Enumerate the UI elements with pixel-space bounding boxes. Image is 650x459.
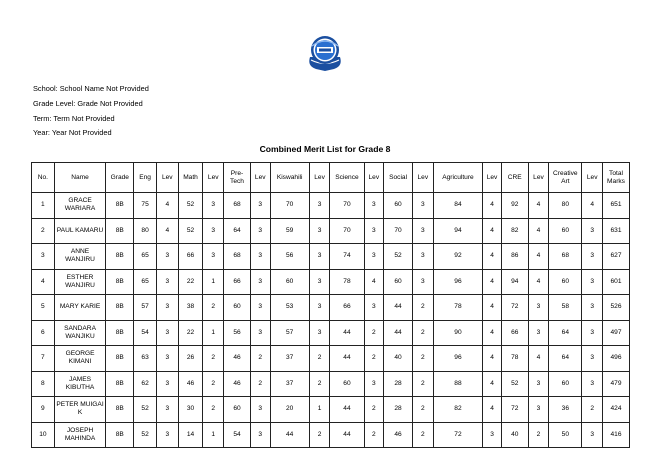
table-row bbox=[32, 422, 630, 448]
table-cell: 4 bbox=[483, 269, 502, 295]
student-name-cell: ESTHER WANJIRU bbox=[54, 269, 106, 295]
table-cell: 14 bbox=[178, 422, 203, 448]
table-cell: 3 bbox=[156, 422, 178, 448]
table-cell: 2 bbox=[582, 397, 603, 423]
table-cell: 66 bbox=[224, 269, 251, 295]
table-cell: 40 bbox=[384, 346, 413, 372]
table-cell: 3 bbox=[250, 269, 270, 295]
table-cell: 2 bbox=[364, 397, 384, 423]
student-name-cell: GRACE WARIARA bbox=[54, 193, 106, 219]
table-cell: 4 bbox=[528, 193, 549, 219]
table-cell: 80 bbox=[134, 218, 157, 244]
column-header: Grade bbox=[106, 163, 134, 193]
table-cell: 3 bbox=[250, 218, 270, 244]
table-cell: 3 bbox=[528, 320, 549, 346]
table-cell: 65 bbox=[134, 269, 157, 295]
term-line: Term: Term Not Provided bbox=[33, 114, 115, 123]
student-name-cell: JOSEPH MAHINDA bbox=[54, 422, 106, 448]
table-cell: 88 bbox=[433, 371, 483, 397]
merit-list-title: Combined Merit List for Grade 8 bbox=[259, 144, 391, 154]
table-cell: 52 bbox=[178, 218, 203, 244]
table-cell: 4 bbox=[156, 193, 178, 219]
column-header: Lev bbox=[483, 163, 502, 193]
table-row bbox=[32, 320, 630, 346]
table-cell: 3 bbox=[582, 422, 603, 448]
table-cell: 56 bbox=[224, 320, 251, 346]
table-cell: 52 bbox=[178, 193, 203, 219]
table-cell: 1 bbox=[32, 193, 55, 219]
table-cell: 90 bbox=[433, 320, 483, 346]
column-header: Total Marks bbox=[603, 163, 630, 193]
table-cell: 22 bbox=[178, 269, 203, 295]
student-name-cell: SANDARA WANJIKU bbox=[54, 320, 106, 346]
table-cell: 65 bbox=[134, 244, 157, 270]
table-cell: 80 bbox=[549, 193, 582, 219]
year-line: Year: Year Not Provided bbox=[33, 128, 112, 137]
table-cell: 3 bbox=[156, 371, 178, 397]
column-header: Agriculture bbox=[433, 163, 483, 193]
table-cell: 40 bbox=[501, 422, 528, 448]
table-cell: 60 bbox=[384, 269, 413, 295]
table-cell: 3 bbox=[364, 244, 384, 270]
table-cell: 60 bbox=[384, 193, 413, 219]
table-cell: 3 bbox=[250, 244, 270, 270]
table-cell: 64 bbox=[224, 218, 251, 244]
table-cell: 70 bbox=[270, 193, 309, 219]
table-cell: 72 bbox=[501, 295, 528, 321]
table-cell: 8B bbox=[106, 269, 134, 295]
table-cell: 1 bbox=[203, 269, 224, 295]
table-cell: 424 bbox=[603, 397, 630, 423]
student-name-cell: GEORGE KIMANI bbox=[54, 346, 106, 372]
table-cell: 72 bbox=[433, 422, 483, 448]
column-header: Name bbox=[54, 163, 106, 193]
student-name-cell: PETER MUIGAI K bbox=[54, 397, 106, 423]
table-cell: 416 bbox=[603, 422, 630, 448]
table-cell: 627 bbox=[603, 244, 630, 270]
table-cell: 28 bbox=[384, 371, 413, 397]
student-name-cell: JAMES KIBUTHA bbox=[54, 371, 106, 397]
table-cell: 3 bbox=[203, 193, 224, 219]
table-cell: 46 bbox=[224, 346, 251, 372]
table-cell: 84 bbox=[433, 193, 483, 219]
table-cell: 60 bbox=[330, 371, 364, 397]
table-cell: 8B bbox=[106, 320, 134, 346]
header-row bbox=[32, 163, 630, 193]
column-header: Lev bbox=[528, 163, 549, 193]
table-cell: 68 bbox=[224, 244, 251, 270]
table-cell: 96 bbox=[433, 346, 483, 372]
table-cell: 66 bbox=[501, 320, 528, 346]
student-name-cell: ANNE WANJIRU bbox=[54, 244, 106, 270]
table-cell: 20 bbox=[270, 397, 309, 423]
table-cell: 3 bbox=[309, 269, 330, 295]
table-cell: 2 bbox=[413, 295, 434, 321]
table-cell: 3 bbox=[32, 244, 55, 270]
table-cell: 82 bbox=[501, 218, 528, 244]
table-cell: 60 bbox=[270, 269, 309, 295]
table-cell: 3 bbox=[364, 193, 384, 219]
column-header: Pre-Tech bbox=[224, 163, 251, 193]
merit-table bbox=[31, 162, 630, 448]
table-row bbox=[32, 244, 630, 270]
column-header: Math bbox=[178, 163, 203, 193]
table-cell: 4 bbox=[483, 371, 502, 397]
table-cell: 46 bbox=[384, 422, 413, 448]
table-cell: 3 bbox=[309, 193, 330, 219]
table-cell: 8B bbox=[106, 295, 134, 321]
column-header: Lev bbox=[582, 163, 603, 193]
table-row bbox=[32, 346, 630, 372]
student-name-cell: PAUL KAMARU bbox=[54, 218, 106, 244]
table-cell: 2 bbox=[203, 397, 224, 423]
table-cell: 3 bbox=[483, 422, 502, 448]
table-cell: 4 bbox=[483, 218, 502, 244]
table-cell: 50 bbox=[549, 422, 582, 448]
table-cell: 70 bbox=[330, 193, 364, 219]
table-cell: 72 bbox=[501, 397, 528, 423]
table-cell: 2 bbox=[203, 295, 224, 321]
table-cell: 92 bbox=[433, 244, 483, 270]
table-cell: 8B bbox=[106, 193, 134, 219]
table-cell: 28 bbox=[384, 397, 413, 423]
table-cell: 62 bbox=[134, 371, 157, 397]
table-cell: 3 bbox=[582, 218, 603, 244]
table-cell: 4 bbox=[483, 346, 502, 372]
table-cell: 3 bbox=[528, 397, 549, 423]
table-cell: 44 bbox=[384, 295, 413, 321]
grade-level-line: Grade Level: Grade Not Provided bbox=[33, 99, 143, 108]
table-cell: 4 bbox=[483, 193, 502, 219]
table-cell: 651 bbox=[603, 193, 630, 219]
table-cell: 52 bbox=[134, 397, 157, 423]
table-cell: 2 bbox=[364, 422, 384, 448]
table-cell: 74 bbox=[330, 244, 364, 270]
table-header bbox=[32, 163, 630, 193]
table-cell: 3 bbox=[250, 320, 270, 346]
column-header: Science bbox=[330, 163, 364, 193]
table-cell: 94 bbox=[501, 269, 528, 295]
table-cell: 3 bbox=[309, 295, 330, 321]
column-header: Lev bbox=[364, 163, 384, 193]
table-cell: 496 bbox=[603, 346, 630, 372]
table-cell: 44 bbox=[330, 422, 364, 448]
table-cell: 3 bbox=[309, 218, 330, 244]
table-cell: 4 bbox=[483, 320, 502, 346]
table-cell: 526 bbox=[603, 295, 630, 321]
table-cell: 1 bbox=[203, 422, 224, 448]
table-cell: 5 bbox=[32, 295, 55, 321]
table-cell: 4 bbox=[483, 295, 502, 321]
table-cell: 60 bbox=[549, 371, 582, 397]
table-cell: 3 bbox=[250, 295, 270, 321]
column-header: Lev bbox=[413, 163, 434, 193]
column-header: Lev bbox=[203, 163, 224, 193]
table-cell: 86 bbox=[501, 244, 528, 270]
table-cell: 601 bbox=[603, 269, 630, 295]
table-cell: 94 bbox=[433, 218, 483, 244]
table-cell: 2 bbox=[413, 320, 434, 346]
table-cell: 60 bbox=[549, 218, 582, 244]
table-cell: 38 bbox=[178, 295, 203, 321]
table-cell: 78 bbox=[433, 295, 483, 321]
table-row bbox=[32, 295, 630, 321]
table-cell: 92 bbox=[501, 193, 528, 219]
table-cell: 2 bbox=[413, 371, 434, 397]
table-cell: 37 bbox=[270, 346, 309, 372]
table-cell: 4 bbox=[483, 244, 502, 270]
column-header: Creative Art bbox=[549, 163, 582, 193]
table-cell: 60 bbox=[549, 269, 582, 295]
table-cell: 68 bbox=[549, 244, 582, 270]
school-line: School: School Name Not Provided bbox=[33, 84, 149, 93]
table-cell: 4 bbox=[582, 193, 603, 219]
table-cell: 1 bbox=[309, 397, 330, 423]
table-cell: 3 bbox=[364, 371, 384, 397]
table-cell: 44 bbox=[270, 422, 309, 448]
table-cell: 3 bbox=[156, 320, 178, 346]
table-cell: 54 bbox=[224, 422, 251, 448]
table-cell: 64 bbox=[549, 320, 582, 346]
table-cell: 2 bbox=[413, 346, 434, 372]
table-cell: 82 bbox=[433, 397, 483, 423]
table-cell: 63 bbox=[134, 346, 157, 372]
table-cell: 52 bbox=[134, 422, 157, 448]
table-cell: 52 bbox=[501, 371, 528, 397]
table-cell: 3 bbox=[582, 269, 603, 295]
table-cell: 2 bbox=[413, 422, 434, 448]
table-cell: 8B bbox=[106, 371, 134, 397]
table-cell: 75 bbox=[134, 193, 157, 219]
table-cell: 3 bbox=[413, 244, 434, 270]
table-cell: 3 bbox=[582, 295, 603, 321]
table-cell: 1 bbox=[203, 320, 224, 346]
table-cell: 8B bbox=[106, 346, 134, 372]
table-row bbox=[32, 397, 630, 423]
table-cell: 37 bbox=[270, 371, 309, 397]
table-cell: 6 bbox=[32, 320, 55, 346]
table-cell: 53 bbox=[270, 295, 309, 321]
column-header: Lev bbox=[250, 163, 270, 193]
table-cell: 36 bbox=[549, 397, 582, 423]
table-cell: 3 bbox=[156, 346, 178, 372]
table-cell: 4 bbox=[528, 346, 549, 372]
table-cell: 3 bbox=[582, 320, 603, 346]
table-cell: 4 bbox=[528, 244, 549, 270]
table-cell: 3 bbox=[156, 397, 178, 423]
table-cell: 96 bbox=[433, 269, 483, 295]
table-cell: 60 bbox=[224, 295, 251, 321]
table-cell: 3 bbox=[309, 320, 330, 346]
table-cell: 8 bbox=[32, 371, 55, 397]
table-cell: 3 bbox=[413, 218, 434, 244]
table-cell: 8B bbox=[106, 422, 134, 448]
table-cell: 3 bbox=[250, 193, 270, 219]
table-cell: 46 bbox=[224, 371, 251, 397]
column-header: Kiswahili bbox=[270, 163, 309, 193]
table-cell: 631 bbox=[603, 218, 630, 244]
table-cell: 44 bbox=[330, 397, 364, 423]
table-cell: 3 bbox=[582, 371, 603, 397]
student-name-cell: MARY KARIE bbox=[54, 295, 106, 321]
table-cell: 7 bbox=[32, 346, 55, 372]
table-cell: 58 bbox=[549, 295, 582, 321]
table-cell: 3 bbox=[528, 295, 549, 321]
table-cell: 3 bbox=[156, 295, 178, 321]
table-cell: 2 bbox=[250, 346, 270, 372]
table-body bbox=[32, 193, 630, 448]
table-cell: 44 bbox=[330, 346, 364, 372]
column-header: CRE bbox=[501, 163, 528, 193]
table-cell: 3 bbox=[203, 218, 224, 244]
table-cell: 68 bbox=[224, 193, 251, 219]
table-cell: 66 bbox=[178, 244, 203, 270]
table-row bbox=[32, 218, 630, 244]
table-cell: 2 bbox=[528, 422, 549, 448]
table-cell: 59 bbox=[270, 218, 309, 244]
table-cell: 3 bbox=[250, 397, 270, 423]
table-cell: 2 bbox=[309, 371, 330, 397]
table-cell: 2 bbox=[413, 397, 434, 423]
table-cell: 3 bbox=[582, 244, 603, 270]
table-cell: 66 bbox=[330, 295, 364, 321]
table-cell: 8B bbox=[106, 397, 134, 423]
table-cell: 10 bbox=[32, 422, 55, 448]
table-cell: 2 bbox=[364, 346, 384, 372]
table-cell: 30 bbox=[178, 397, 203, 423]
table-cell: 3 bbox=[413, 193, 434, 219]
table-row bbox=[32, 193, 630, 219]
table-cell: 2 bbox=[203, 371, 224, 397]
table-cell: 4 bbox=[528, 218, 549, 244]
table-cell: 44 bbox=[384, 320, 413, 346]
table-cell: 2 bbox=[32, 218, 55, 244]
table-cell: 2 bbox=[203, 346, 224, 372]
column-header: Lev bbox=[309, 163, 330, 193]
table-row bbox=[32, 371, 630, 397]
school-crest-logo bbox=[303, 30, 347, 74]
table-cell: 56 bbox=[270, 244, 309, 270]
table-cell: 70 bbox=[330, 218, 364, 244]
table-cell: 3 bbox=[582, 346, 603, 372]
table-cell: 70 bbox=[384, 218, 413, 244]
table-cell: 2 bbox=[364, 320, 384, 346]
table-cell: 3 bbox=[309, 244, 330, 270]
table-row bbox=[32, 269, 630, 295]
table-cell: 8B bbox=[106, 218, 134, 244]
table-cell: 3 bbox=[364, 295, 384, 321]
table-cell: 4 bbox=[528, 269, 549, 295]
table-cell: 497 bbox=[603, 320, 630, 346]
table-cell: 2 bbox=[250, 371, 270, 397]
table-cell: 64 bbox=[549, 346, 582, 372]
table-cell: 4 bbox=[364, 269, 384, 295]
table-cell: 3 bbox=[156, 269, 178, 295]
table-cell: 3 bbox=[413, 269, 434, 295]
table-cell: 3 bbox=[250, 422, 270, 448]
column-header: Social bbox=[384, 163, 413, 193]
table-cell: 4 bbox=[483, 397, 502, 423]
table-cell: 60 bbox=[224, 397, 251, 423]
table-cell: 78 bbox=[501, 346, 528, 372]
table-cell: 78 bbox=[330, 269, 364, 295]
table-cell: 4 bbox=[32, 269, 55, 295]
column-header: Eng bbox=[134, 163, 157, 193]
table-cell: 22 bbox=[178, 320, 203, 346]
table-cell: 3 bbox=[156, 244, 178, 270]
column-header: Lev bbox=[156, 163, 178, 193]
table-cell: 57 bbox=[270, 320, 309, 346]
table-cell: 8B bbox=[106, 244, 134, 270]
table-cell: 3 bbox=[528, 371, 549, 397]
table-cell: 4 bbox=[156, 218, 178, 244]
table-cell: 54 bbox=[134, 320, 157, 346]
table-cell: 52 bbox=[384, 244, 413, 270]
table-cell: 9 bbox=[32, 397, 55, 423]
table-cell: 2 bbox=[309, 346, 330, 372]
table-cell: 57 bbox=[134, 295, 157, 321]
table-cell: 3 bbox=[203, 244, 224, 270]
table-cell: 46 bbox=[178, 371, 203, 397]
table-cell: 479 bbox=[603, 371, 630, 397]
column-header: No. bbox=[32, 163, 55, 193]
table-cell: 2 bbox=[309, 422, 330, 448]
table-cell: 3 bbox=[364, 218, 384, 244]
table-cell: 44 bbox=[330, 320, 364, 346]
table-cell: 26 bbox=[178, 346, 203, 372]
